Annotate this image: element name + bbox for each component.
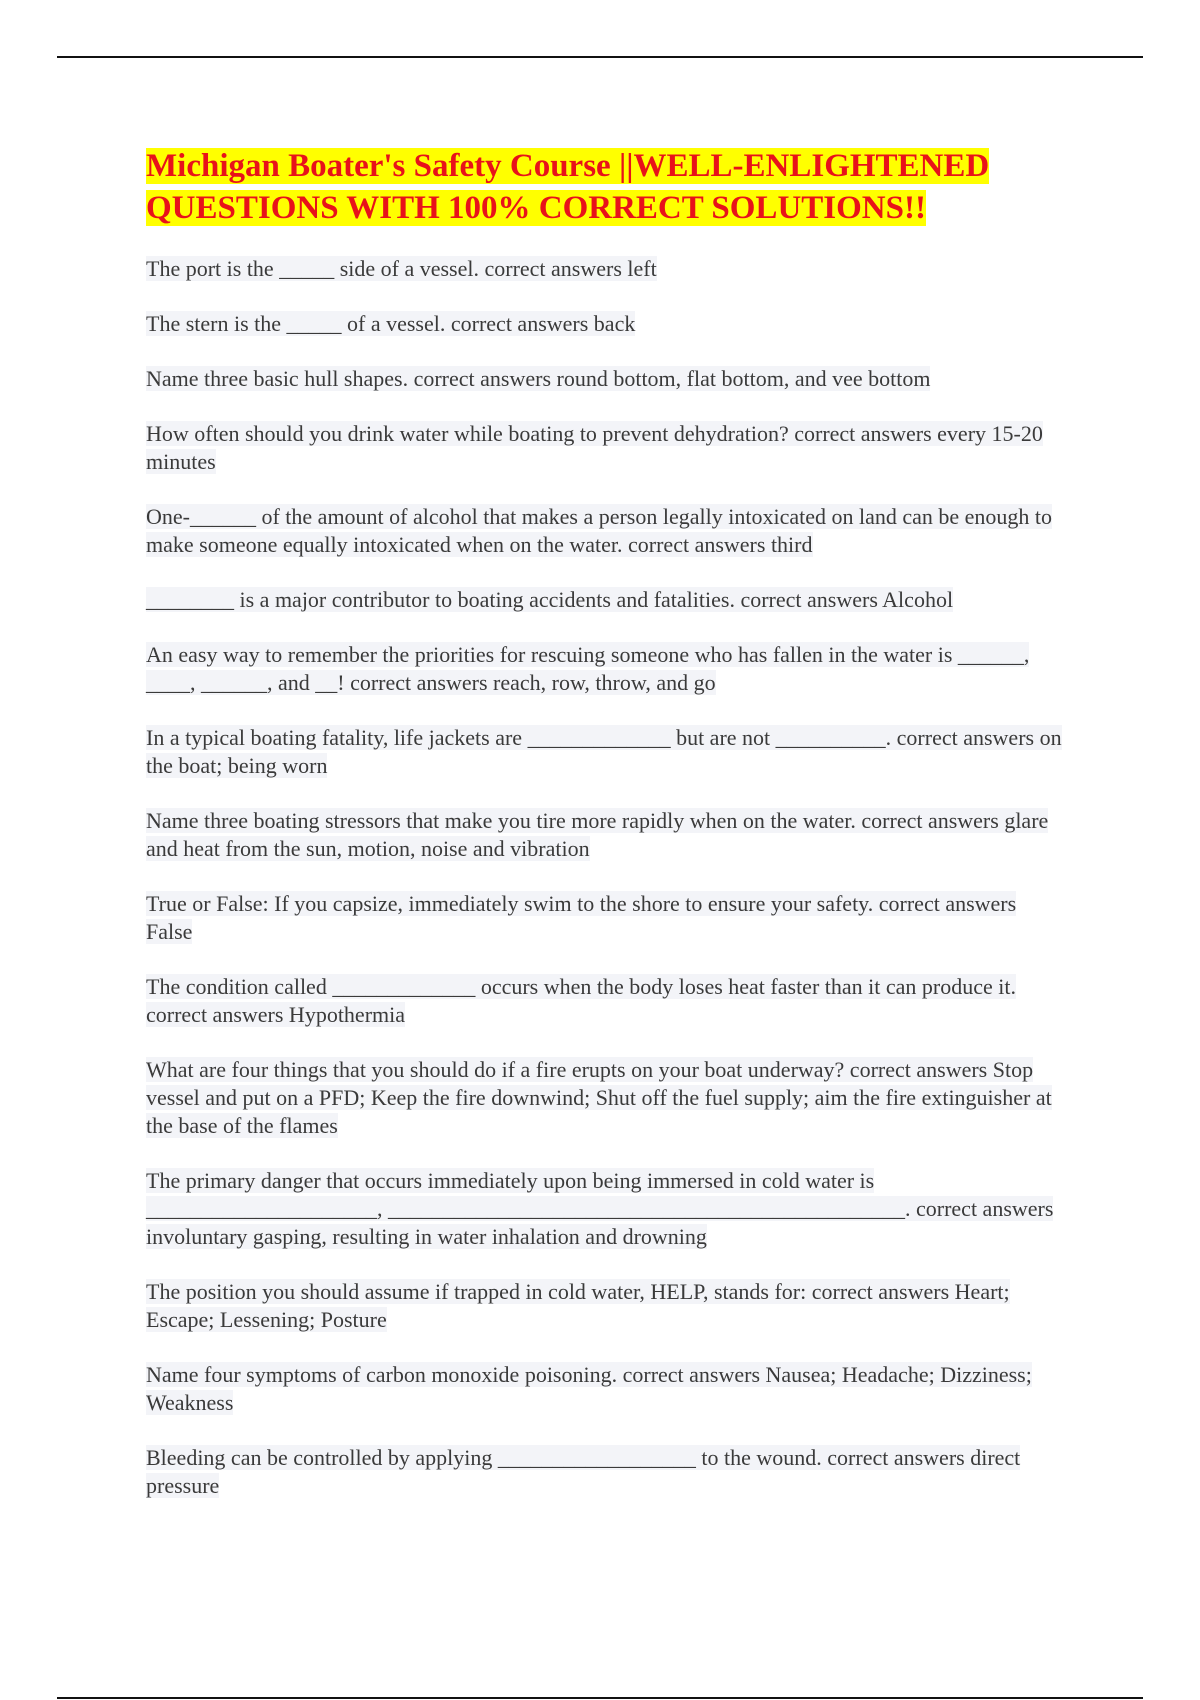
qa-item: The position you should assume if trapped in cold water, HELP, stands for: correct answers Heart; Escape; Lessening; Posture	[146, 1279, 1010, 1332]
qa-item: An easy way to remember the priorities for rescuing someone who has fallen in the water is ______, ____, ______, and __! correct answers reach, row, throw, and go	[146, 642, 1030, 695]
qa-item: The primary danger that occurs immediately upon being immersed in cold water is _____________________, _______________________________________________. correct answers involuntary gasping, resulting in water inhalation and drowning	[146, 1168, 1054, 1249]
qa-item: Name three basic hull shapes. correct answers round bottom, flat bottom, and vee bottom	[146, 366, 931, 391]
qa-item: Bleeding can be controlled by applying __________________ to the wound. correct answers direct pressure	[146, 1445, 1021, 1498]
top-rule	[57, 56, 1143, 58]
qa-item: One-______ of the amount of alcohol that makes a person legally intoxicated on land can be enough to make someone equally intoxicated when on the water. correct answers third	[146, 504, 1053, 557]
document-title	[146, 145, 1066, 229]
qa-item: The port is the _____ side of a vessel. correct answers left	[146, 256, 657, 281]
qa-item: Name four symptoms of carbon monoxide poisoning. correct answers Nausea; Headache; Dizziness; Weakness	[146, 1362, 1032, 1415]
qa-item: In a typical boating fatality, life jackets are _____________ but are not __________. correct answers on the boat; being worn	[146, 725, 1062, 778]
qa-item: The stern is the _____ of a vessel. correct answers back	[146, 311, 636, 336]
document-page	[146, 145, 1066, 1527]
bottom-rule	[57, 1697, 1143, 1699]
qa-item: True or False: If you capsize, immediately swim to the shore to ensure your safety. correct answers False	[146, 891, 1017, 944]
title-highlight: Michigan Boater's Safety Course ||WELL-ENLIGHTENED QUESTIONS WITH 100% CORRECT SOLUTIONS!!	[146, 148, 990, 226]
qa-item: Name three boating stressors that make you tire more rapidly when on the water. correct answers glare and heat from the sun, motion, noise and vibration	[146, 808, 1049, 861]
qa-item: How often should you drink water while boating to prevent dehydration? correct answers every 15-20 minutes	[146, 421, 1043, 474]
qa-item: ________ is a major contributor to boating accidents and fatalities. correct answers Alcohol	[146, 587, 954, 612]
qa-item: The condition called _____________ occurs when the body loses heat faster than it can produce it. correct answers Hypothermia	[146, 974, 1016, 1027]
qa-item: What are four things that you should do if a fire erupts on your boat underway? correct answers Stop vessel and put on a PFD; Keep the fire downwind; Shut off the fuel supply; aim the fire extinguisher at the base of the flames	[146, 1057, 1052, 1138]
